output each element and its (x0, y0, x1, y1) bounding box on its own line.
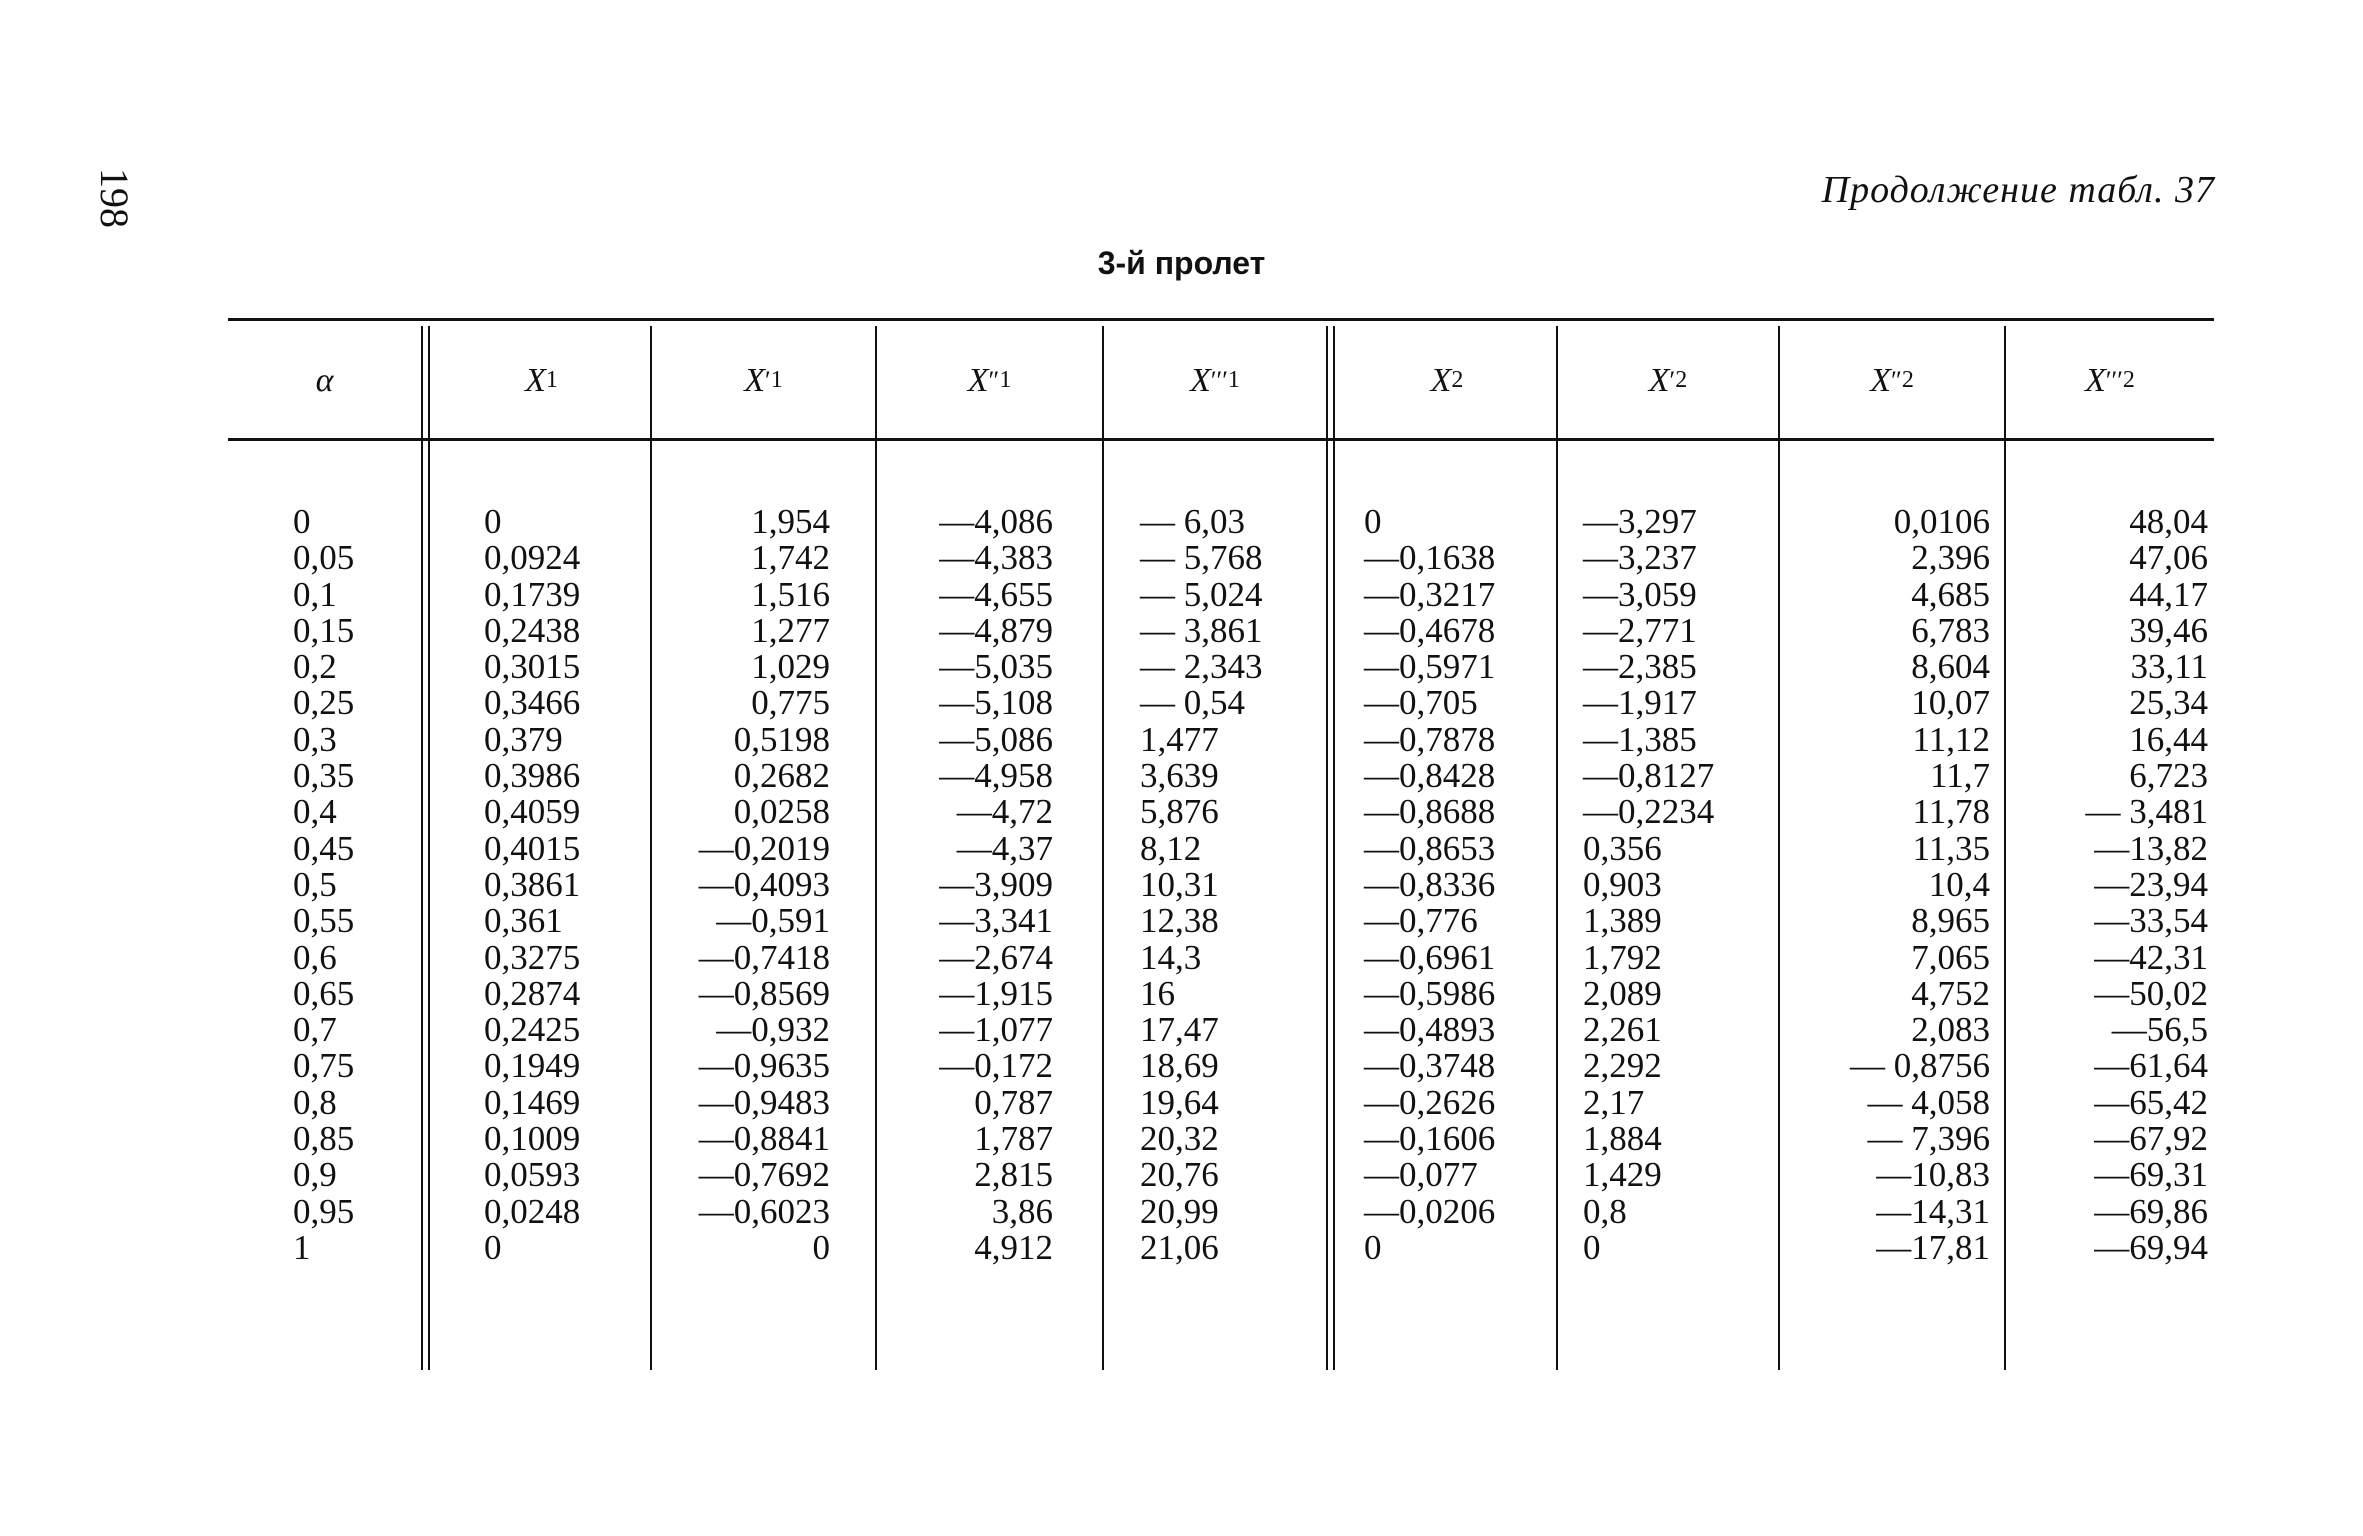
table-cell: 1,029 (751, 647, 830, 687)
table-cell: 12,38 (1140, 901, 1219, 941)
table-cell: 39,46 (2129, 610, 2208, 650)
table-cell: 0,2682 (733, 756, 830, 796)
data-table (228, 318, 2214, 1370)
table-cell: 21,06 (1140, 1227, 1219, 1267)
table-cell: —0,4893 (1364, 1010, 1496, 1050)
column-x1-triple-prime (1140, 504, 1312, 1266)
table-cell: 0,5 (293, 864, 337, 904)
table-cell: 0,6 (293, 937, 337, 977)
table-cell: 0,3275 (484, 937, 581, 977)
table-cell: 0,4015 (484, 828, 581, 868)
table-cell: 0,15 (293, 610, 355, 650)
table-cell: 1,429 (1583, 1155, 1662, 1195)
table-cell: 0,3 (293, 719, 337, 759)
header-x2 (1338, 323, 1556, 438)
table-cell: 0,356 (1583, 828, 1662, 868)
table-cell: 7,065 (1911, 937, 1990, 977)
table-cell: —4,72 (956, 792, 1053, 832)
header-x2p-symbol: X (1648, 361, 1670, 399)
continuation-label: Продолжение табл. 37 (1821, 169, 2215, 211)
header-x2-prime (1558, 323, 1778, 438)
table-cell: 0,45 (293, 828, 355, 868)
table-cell: 3,86 (991, 1191, 1053, 1231)
table-cell: —0,4093 (698, 864, 830, 904)
header-x2ppp-subscript: 2 (2122, 367, 2135, 393)
table-cell: 0 (484, 502, 502, 541)
table-cell: —1,077 (939, 1010, 1053, 1050)
table-cell: 0,7 (293, 1010, 337, 1050)
table-cell: —33,54 (2094, 901, 2208, 941)
table-cell: —69,31 (2094, 1155, 2208, 1195)
table-cell: 0,2874 (484, 973, 581, 1013)
table-cell: 0,0106 (1893, 502, 1990, 541)
column-x2-prime (1583, 504, 1773, 1266)
table-cell: —0,932 (716, 1010, 830, 1050)
table-cell: 11,78 (1912, 792, 1990, 832)
table-cell: 20,76 (1140, 1155, 1219, 1195)
table-cell: —3,341 (939, 901, 1053, 941)
header-x2-subscript: 2 (1451, 367, 1464, 393)
column-x2-triple-prime (2012, 504, 2208, 1266)
column-divider (1556, 326, 1558, 1370)
table-cell: 2,261 (1583, 1010, 1662, 1050)
table-cell: 0,0924 (484, 538, 581, 578)
table-cell: —0,077 (1364, 1155, 1478, 1195)
table-cell: 1,389 (1583, 901, 1662, 941)
table-cell: 0,95 (293, 1191, 355, 1231)
table-cell: —0,8428 (1364, 756, 1496, 796)
table-cell: 4,685 (1911, 574, 1990, 614)
table-cell: — 6,03 (1140, 502, 1245, 541)
table-cell: 4,752 (1911, 973, 1990, 1013)
table-cell: —0,5971 (1364, 647, 1496, 687)
table-cell: 0,8 (1583, 1191, 1627, 1231)
table-cell: —4,383 (939, 538, 1053, 578)
table-cell: 5,876 (1140, 792, 1219, 832)
table-cell: 0,75 (293, 1046, 355, 1086)
table-cell: —0,172 (939, 1046, 1053, 1086)
header-x1ppp-symbol: X (1190, 361, 1211, 399)
column-x1-double-prime (883, 504, 1053, 1266)
header-x2p-prime: ′ (1669, 365, 1676, 395)
table-cell: —61,64 (2094, 1046, 2208, 1086)
column-alpha (293, 504, 354, 1266)
table-top-rule (228, 318, 2214, 321)
table-cell: 1,477 (1140, 719, 1219, 759)
table-cell: 16 (1140, 973, 1175, 1013)
table-cell: 0 (1364, 1227, 1382, 1267)
column-x2 (1364, 504, 1495, 1266)
table-cell: 48,04 (2129, 502, 2208, 541)
table-cell: —4,086 (939, 502, 1053, 541)
table-cell: —2,674 (939, 937, 1053, 977)
table-cell: 0,05 (293, 538, 355, 578)
table-cell: —0,3217 (1364, 574, 1496, 614)
table-cell: 0,8 (293, 1082, 337, 1122)
table-cell: 0,65 (293, 973, 355, 1013)
table-cell: 20,99 (1140, 1191, 1219, 1231)
table-cell: 1 (293, 1227, 311, 1267)
table-cell: 1,742 (751, 538, 830, 578)
table-cell: —1,917 (1583, 683, 1697, 723)
header-x2pp-subscript: 2 (1901, 367, 1914, 393)
table-cell: — 0,54 (1140, 683, 1245, 723)
table-cell: 19,64 (1140, 1082, 1219, 1122)
table-cell: —0,0206 (1364, 1191, 1496, 1231)
table-cell: —0,705 (1364, 683, 1478, 723)
column-divider (650, 326, 652, 1370)
table-cell: 0,0593 (484, 1155, 581, 1195)
table-cell: 3,639 (1140, 756, 1219, 796)
table-cell: —4,879 (939, 610, 1053, 650)
table-cell: —3,909 (939, 864, 1053, 904)
column-x1 (484, 504, 580, 1266)
table-cell: —0,2626 (1364, 1082, 1496, 1122)
header-x1pp-prime: ″ (988, 365, 1000, 395)
table-cell: 0,3986 (484, 756, 581, 796)
table-cell: —4,655 (939, 574, 1053, 614)
table-cell: 0,775 (751, 683, 830, 723)
table-cell: — 3,481 (2085, 792, 2208, 832)
table-cell: 0,1469 (484, 1082, 581, 1122)
table-cell: 0 (812, 1227, 830, 1267)
table-cell: —0,2234 (1583, 792, 1715, 832)
table-cell: — 4,058 (1867, 1082, 1990, 1122)
table-cell: —0,9483 (698, 1082, 830, 1122)
table-cell: —0,8336 (1364, 864, 1496, 904)
table-cell: —42,31 (2094, 937, 2208, 977)
table-cell: —69,86 (2094, 1191, 2208, 1231)
table-cell: 0,787 (974, 1082, 1053, 1122)
table-cell: 2,089 (1583, 973, 1662, 1013)
table-cell: 16,44 (2129, 719, 2208, 759)
table-cell: 11,7 (1930, 756, 1990, 796)
table-cell: —0,8569 (698, 973, 830, 1013)
table-cell: —0,1638 (1364, 538, 1496, 578)
table-cell: 0 (1364, 502, 1382, 541)
table-cell: —0,2019 (698, 828, 830, 868)
table-cell: —69,94 (2094, 1227, 2208, 1267)
column-divider (2004, 326, 2006, 1370)
header-alpha (228, 323, 421, 438)
table-cell: 14,3 (1140, 937, 1202, 977)
table-cell: 0 (1583, 1227, 1601, 1267)
table-cell: 0,1949 (484, 1046, 581, 1086)
table-cell: 11,12 (1912, 719, 1990, 759)
table-cell: —50,02 (2094, 973, 2208, 1013)
table-cell: 0,0248 (484, 1191, 581, 1231)
table-cell: 0,3861 (484, 864, 581, 904)
column-x1-prime (658, 504, 830, 1266)
table-cell: 11,35 (1912, 828, 1990, 868)
table-cell: —13,82 (2094, 828, 2208, 868)
table-cell: 8,965 (1911, 901, 1990, 941)
header-x1p-subscript: 1 (770, 367, 783, 393)
table-cell: 0,4 (293, 792, 337, 832)
table-cell: 18,69 (1140, 1046, 1219, 1086)
header-x1-subscript: 1 (545, 367, 558, 393)
table-cell: —14,31 (1876, 1191, 1990, 1231)
column-divider-double (421, 326, 423, 1370)
table-cell: —2,385 (1583, 647, 1697, 687)
table-cell: —4,37 (956, 828, 1053, 868)
table-cell: —56,5 (2111, 1010, 2208, 1050)
span-title: 3-й пролет (1097, 245, 1266, 281)
table-cell: —1,915 (939, 973, 1053, 1013)
table-cell: 1,884 (1583, 1119, 1662, 1159)
table-cell: 0,361 (484, 901, 563, 941)
table-cell: 1,277 (751, 610, 830, 650)
table-cell: —3,297 (1583, 502, 1697, 541)
table-cell: —3,059 (1583, 574, 1697, 614)
table-cell: 25,34 (2129, 683, 2208, 723)
table-cell: 0,1739 (484, 574, 581, 614)
table-cell: —0,6023 (698, 1191, 830, 1231)
table-cell: —0,9635 (698, 1046, 830, 1086)
table-cell: 0,903 (1583, 864, 1662, 904)
header-alpha-label: α (315, 361, 334, 399)
header-x1-symbol: X (525, 361, 546, 399)
header-x1pp-subscript: 1 (999, 367, 1012, 393)
table-cell: 4,912 (974, 1227, 1053, 1267)
table-cell: 33,11 (2130, 647, 2208, 687)
column-divider-double (1326, 326, 1328, 1370)
table-cell: 0,55 (293, 901, 355, 941)
header-x1 (433, 323, 650, 438)
table-cell: 1,516 (751, 574, 830, 614)
column-divider (1102, 326, 1104, 1370)
table-cell: —67,92 (2094, 1119, 2208, 1159)
table-cell: — 5,024 (1140, 574, 1263, 614)
table-cell: — 2,343 (1140, 647, 1263, 687)
table-cell: — 5,768 (1140, 538, 1263, 578)
table-cell: —0,7418 (698, 937, 830, 977)
table-cell: 0,2 (293, 647, 337, 687)
table-cell: —1,385 (1583, 719, 1697, 759)
table-cell: —65,42 (2094, 1082, 2208, 1122)
header-x2-symbol: X (1430, 361, 1452, 399)
table-cell: 0,25 (293, 683, 355, 723)
table-cell: 1,787 (974, 1119, 1053, 1159)
table-cell: —0,8688 (1364, 792, 1496, 832)
table-cell: 2,815 (974, 1155, 1053, 1195)
table-cell: 0,1009 (484, 1119, 581, 1159)
table-cell: —0,776 (1364, 901, 1478, 941)
table-cell: 0,5198 (733, 719, 830, 759)
header-x1-triple-prime (1104, 323, 1326, 438)
table-cell: —0,591 (716, 901, 830, 941)
table-cell: —10,83 (1876, 1155, 1990, 1195)
header-x2-double-prime (1780, 323, 2004, 438)
table-cell: — 3,861 (1140, 610, 1263, 650)
table-cell: 20,32 (1140, 1119, 1219, 1159)
header-x1-prime (652, 323, 875, 438)
table-cell: —0,7692 (698, 1155, 830, 1195)
table-cell: 0,379 (484, 719, 563, 759)
column-divider (875, 326, 877, 1370)
table-header-rule (228, 438, 2214, 441)
table-cell: 0,35 (293, 756, 355, 796)
table-cell: 0,4059 (484, 792, 581, 832)
column-divider (1778, 326, 1780, 1370)
table-cell: 1,954 (751, 502, 830, 541)
header-x2-triple-prime (2006, 323, 2214, 438)
table-cell: —4,958 (939, 756, 1053, 796)
table-cell: —3,237 (1583, 538, 1697, 578)
table-cell: 0 (293, 502, 311, 541)
header-x2pp-prime: ″ (1890, 365, 1902, 395)
header-x1pp-symbol: X (967, 361, 989, 399)
table-cell: 2,292 (1583, 1046, 1662, 1086)
table-cell: 8,12 (1140, 828, 1202, 868)
table-cell: 8,604 (1911, 647, 1990, 687)
header-x1-double-prime (877, 323, 1102, 438)
table-cell: 0,3466 (484, 683, 581, 723)
column-x2-double-prime (1788, 504, 1990, 1266)
header-x1ppp-subscript: 1 (1227, 367, 1240, 393)
table-cell: — 7,396 (1867, 1119, 1990, 1159)
table-cell: 6,783 (1911, 610, 1990, 650)
table-cell: 10,4 (1928, 864, 1990, 904)
table-cell: —0,1606 (1364, 1119, 1496, 1159)
table-cell: 0 (484, 1227, 502, 1267)
table-cell: 10,31 (1140, 864, 1219, 904)
header-x2ppp-prime: ′′′ (2105, 365, 2123, 395)
table-cell: —5,086 (939, 719, 1053, 759)
table-cell: —5,035 (939, 647, 1053, 687)
table-cell: 2,396 (1911, 538, 1990, 578)
table-cell: 6,723 (2129, 756, 2208, 796)
table-cell: —0,6961 (1364, 937, 1496, 977)
table-cell: —0,4678 (1364, 610, 1496, 650)
header-x1p-symbol: X (744, 361, 766, 399)
table-cell: —0,8127 (1583, 756, 1715, 796)
table-cell: —0,8653 (1364, 828, 1496, 868)
table-cell: —0,5986 (1364, 973, 1496, 1013)
table-cell: 17,47 (1140, 1010, 1219, 1050)
table-cell: 0,2438 (484, 610, 581, 650)
table-cell: —2,771 (1583, 610, 1697, 650)
table-cell: 47,06 (2129, 538, 2208, 578)
table-cell: —5,108 (939, 683, 1053, 723)
table-cell: 0,9 (293, 1155, 337, 1195)
header-x2pp-symbol: X (1870, 361, 1891, 399)
table-cell: 44,17 (2129, 574, 2208, 614)
header-x2ppp-symbol: X (2085, 361, 2106, 399)
table-cell: —17,81 (1876, 1227, 1990, 1267)
table-cell: —23,94 (2094, 864, 2208, 904)
table-cell: —0,8841 (698, 1119, 830, 1159)
table-cell: — 0,8756 (1850, 1046, 1990, 1086)
header-x1ppp-prime: ′′′ (1210, 365, 1228, 395)
table-cell: 0,0258 (733, 792, 830, 832)
table-cell: 2,083 (1911, 1010, 1990, 1050)
header-x1p-prime: ′ (765, 365, 771, 395)
table-cell: —0,3748 (1364, 1046, 1496, 1086)
table-cell: 0,1 (293, 574, 337, 614)
table-cell: 2,17 (1583, 1082, 1645, 1122)
table-cell: 0,2425 (484, 1010, 581, 1050)
header-x2p-subscript: 2 (1675, 367, 1688, 393)
table-cell: 1,792 (1583, 937, 1662, 977)
table-cell: 0,85 (293, 1119, 355, 1159)
table-cell: 0,3015 (484, 647, 581, 687)
page-number: 198 (92, 168, 137, 228)
table-cell: —0,7878 (1364, 719, 1496, 759)
table-cell: 10,07 (1911, 683, 1990, 723)
